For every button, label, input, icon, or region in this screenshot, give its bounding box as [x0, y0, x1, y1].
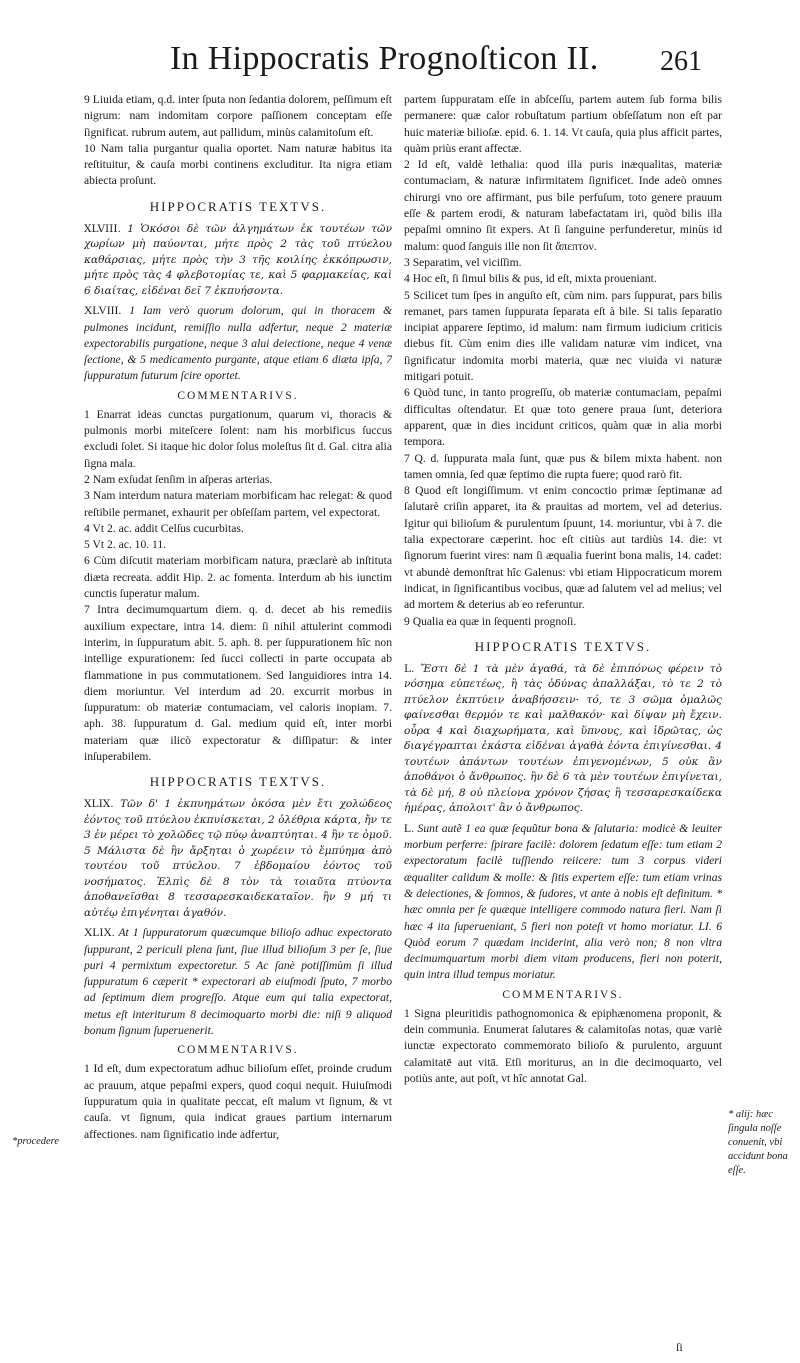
- commentary-note: 8 Quod eſt longiſſimum. vt enim concoctio primæ ſeptimanæ ad ſalutarè criſin apparet, ita & prauitas ad mortem, vel ad deterius. Igitur qui bilioſum & purulentum ſpuunt, 14. moriuntur, vbi à 7. die talia expectorare cæperint. hoc eſt citiùs aut tardiùs 14. die: vt ſignorum fuerint vires: nam ſi æqualia fuerint bona malis, 14. cadet: vt abundè demonſtrat hîc Galenus: vbi etiam Hippocraticum morem indicat, in ſignificantibus vocibus, quæ ad ſalutem vel ad melius; vel ad mortem & deterius ab eo referuntur.: [404, 484, 722, 612]
- text-number: L.: [404, 821, 414, 835]
- greek-text-block: [84, 797, 392, 921]
- commentary-note: 4 Vt 2. ac. addit Celſus cucurbitas.: [84, 521, 244, 535]
- commentary-note: 7 Q. d. ſuppurata mala ſunt, quæ pus & bilem mixta habent. non tamen omnia, ſed quæ ſeptimo die rupta fuere; quod rarò fit.: [404, 451, 722, 481]
- commentary-note: 2 Id eſt, valdè lethalia: quod illa puris inæqualitas, materiæ contumaciam, & naturæ infirmitatem ſignificet. Inde adeò omnes chirurgi vno ore affirmant, pus bile perfuſum, toto genere prauum eſſe & partem erodi, & naturam labefactatam iri, quòd bilis illa pepaſmi omnino ſit expers. At ſi ſanguine perfunderetur, minùs id malum: quod ſanguis ille non ſit ἄπεπτον.: [404, 158, 722, 253]
- commentary-heading: COMMENTARIVS.: [177, 389, 299, 402]
- greek-text: Τῶν δ' 1 ἐκπυημάτων ὁκόσα μὲν ἔτι χολώδεος ἐόντος τοῦ πτύελου ἐκπυίσκεται, 2 ὀλέθρια κάρτα, ἤν τε 3 ἐν μέρει τὸ χολῶδες τῷ πύῳ ἀναπτύηται. 4 ἢν τε ὁμοῦ. 5 Μάλιστα δὲ ἢν ἄρξηται ὁ χωρέειν τὸ ἔμπύημα ἀπὸ τουτέου τοῦ πτύελου. 7 ἑβδομαίου ἐόντος τοῦ νοσήματος. Ἐλπὶς δὲ 8 τὸν τὰ τοιαῦτα πτύοντα ἀποθανεῖσθαι 8 τεσσαρεσκαιδεκαταῖον. ἢν 9 μή τι αὐτέῳ ἐπιγένηται ἀγαθόν.: [84, 798, 392, 919]
- text-number: XLIX.: [84, 798, 114, 811]
- commentary-note: 1 Enarrat ideas cunctas purgationum, quarum vi, thoracis & pulmonis morbi miteſcere ſolent: nam his morbificus ſuccus excludi ſolet. Si itaque hic dolor ſolus moleſtus ſit d. Gal. citra alia ſigna mala.: [84, 407, 392, 470]
- page-title: In Hippocratis Prognoſticon II.: [170, 40, 599, 77]
- commentary-note: 3 Nam interdum natura materiam morbificam hac relegat: & quod reſtibile permanet, exhaurit per obſeſſam partem, vel expectorat.: [84, 489, 392, 519]
- left-column: [84, 92, 392, 1342]
- commentary-note: 1 Signa pleuritidis pathognomonica & epiphænomena proponit, & dein communia. Enumerat ſalutares & calamitoſas notas, quæ variè iunctæ expectorato commemorato bilioſo & purulento, arguunt calamitatē aut vitā. Etſi moriturus, an in die decimoquarto, vel potiùs ante, aut poſt, vt hîc annotat Gal.: [404, 1006, 722, 1085]
- greek-text: 1 Ὁκόσοι δὲ τῶν ἀλγημάτων ἐκ τουτέων τῶν χωρίων μὴ παύονται, μήτε πρὸς 2 τὰς τοῦ πτύελου καθάρσιας, μήτε πρὸς τὴν 3 τῆς κοιλίης ἐκκόπρωσιν, μήτε πρὸς τὰς 4 φλεβοτομίας τε, καὶ 5 φαρμακείας, καὶ 6 διαίτας, εἰδέναι δεῖ 7 ἐκπυήσοντα.: [84, 222, 392, 297]
- section-heading: HIPPOCRATIS TEXTVS.: [149, 774, 327, 790]
- commentary-note: 7 Intra decimumquartum diem. q. d. decet ab his remediis auxilium expectare, intra 14. diem: ſi nihil attulerint commodi interim, in ſuppuratum abit. 5. aph. 8. per ſuppurationem hîc non intellige expurationem: ſed ſucci collecti in parte occupata ab flammatione in pus commutationem. Sed languidiores intra 14. diem moriuntur. Vel interdum ad 20. excurrit morbus in ſuppuratum: ob materiæ contumaciam, vel caloris inopiam. 7. aph. 38. ſuppuratum d. Gal. medium quid eſt, inter morbi materiam quæ ilicò expectoratur & diſſipatur: & inter inſuperabilem.: [84, 603, 392, 763]
- commentary-note: 6 Cùm diſcutit materiam morbificam natura, præclarè ab inſtituta diæta recreata. addit Hip. 2. ac fomenta. Interdum ab his iunctim cunctis ſuperatur malum.: [84, 554, 392, 601]
- commentary-note: 10 Nam talia purgantur qualia oportet. Nam naturæ habitus ita reſtituitur, & cauſa morbi continens excluditur. Ita nigra etiam abiecta proſunt.: [84, 141, 392, 188]
- commentary-heading: COMMENTARIVS.: [177, 1044, 299, 1057]
- greek-text-block: [84, 222, 392, 300]
- text-number: L.: [404, 662, 415, 675]
- latin-text-block: [84, 303, 392, 384]
- commentary-note: partem ſuppuratam eſſe in abſceſſu, partem autem ſub forma bilis permanere: quæ calor robuſtatum partium obſeſſatum non eſt par huic materiæ bilioſæ. epid. 6. 1. 14. Vt cauſa, quia plus afficit partes, quàm priùs erant affectæ.: [404, 93, 722, 155]
- text-number: XLVIII.: [84, 304, 122, 318]
- latin-text: At 1 ſuppuratorum quæcumque bilioſo adhuc expectorato ſuppurant, 2 periculi plena ſunt, ſiue illud bilioſum 3 per ſe, ſiue puri 4 permixtum expectoretur. 5 Ac ſanè potiſſimùm ſi illud ſuppuratum 6 cæperit * expectorari ab eiuſmodi ſputo, 7 morbo ad ſeptimum diem progreſſo. Atque eum qui talia expectorat, metus eſt interiturum 8 decimoquarto morbi die: niſi 9 aliquod bonum ſignum ſuperuenerit.: [84, 926, 392, 1038]
- commentary-heading: COMMENTARIVS.: [502, 988, 624, 1001]
- margin-note-left: *procedere: [12, 1136, 60, 1147]
- latin-text-block: [84, 925, 392, 1039]
- commentary-note: 2 Nam exſudat ſenſim in aſperas arterias.: [84, 472, 273, 486]
- section-heading: HIPPOCRATIS TEXTVS.: [474, 638, 652, 654]
- commentary-note: 9 Qualia ea quæ in ſequenti prognoſi.: [404, 614, 577, 628]
- page-number: 261: [660, 46, 702, 77]
- margin-note-right: * alij: hæc ſingula noſſe conuenit, vbi accidunt bona eſſe.: [728, 1109, 788, 1176]
- catchword: ſi: [676, 1340, 683, 1354]
- commentary-note: 5 Vt 2. ac. 10. 11.: [84, 538, 167, 552]
- commentary-note: 9 Liuida etiam, q.d. inter ſputa non ſedantia dolorem, peſſimum eſt nigrum: nam indomitam corpore paſſionem conceptam eſſe ſignificat. rubrum autem, aut pallidum, minùs calamitoſum eſt.: [84, 93, 392, 139]
- latin-text: Sunt autẽ 1 ea quæ ſequũtur bona & ſalutaria: modicè & leuiter morbum perferre: ſpirare facilè: dolorem ſedatum eſſe: tum etiam 2 expectoratum facilè tuſſiendo reiicere: tum 3 corpus videri æqualiter calidum & molle: & ſitis expertem eſſe: tum etiam vrinas & deiectiones, & ſomnos, & ſudores, vt ante à nobis eſt definitum. * hæc omnia per ſe quæque intelligere commodo natura fieri. Nam ſi hæc 4 ita ſuperueniant, 5 fieri non poteſt vt homo moriatur. LI. 6 Quòd eorum 7 quædam inciderint, alia verò non; 8 non vltra decimumquartum morbi diem vitam producens, fieri non poterit, quin intra illud tempus moriatur.: [404, 821, 722, 982]
- commentary-note: 5 Scilicet tum ſpes in anguſto eſt, cùm nim. pars ſuppurat, pars bilis remanet, pars tamen ſuppurata ſeparata eſt à bile. Si talis ſeparatio incipiat apparere ſeptimo, id malum: nam firmum iudicium criticis diebus fit. Cùm enim dies ille validam naturæ vim indicet, vna ſignificatur indomita morbi materia, quæ nec viuida vi naturæ mitigari potuit.: [404, 288, 722, 384]
- greek-text: Ἔστι δὲ 1 τὰ μὲν ἀγαθά, τὰ δὲ ἐπιπόνως φέρειν τὸ νόσημα εὐπετέως, ἢ τὰς ὀδύνας ἀπαλλάξαι, τὸ τε 2 τὸ πτύελον ἐκπτύειν ἀναβήσσειν· τό, τε 3 σῶμα ὁμαλῶς φαίνεσθαι θερμόν τε καὶ μαλθακόν· καὶ δίψαν μὴ ἔχειν. οὖρα 4 καὶ διαχωρήματα, καὶ ὕπνους, καὶ ἱδρῶτας, ὡς διαγέγραπται ἐκάστα εἰδέναι ἀγαθὰ ἐόντα ἐπιγίνεσθαι. 4 τουτέων ἀπάντων τουτέων ἐπιγενομένων, 5 οὐκ ἂν ἀποθάνοι ὁ ἄνθρωπος. ἢν δὲ 6 τὰ μὲν τουτέων ἐπιγίνεται, τὰ δὲ μή, 8 οὐ πλείονα χρόνον ζήσας ἢ τεσσαρεσκαίδεκα ἡμέρας, ἀπολοιτ' ἂν ὁ ἄνθρωπος.: [404, 662, 722, 815]
- section-heading: HIPPOCRATIS TEXTVS.: [149, 198, 327, 214]
- commentary-note: 6 Quòd tunc, in tanto progreſſu, ob materiæ contumaciam, pepaſmi difficultas oſtendatur. Et quæ toto genere praua ſunt, deteriora apparent, quæ in dies incidunt criticos, quàm quæ in alia morbi tempora.: [404, 386, 722, 449]
- commentary-note: 3 Separatim, vel viciſſim.: [404, 255, 522, 269]
- right-column: [404, 92, 722, 1342]
- latin-text: 1 Iam verò quorum dolorum, qui in thoracem & pulmones incidunt, remiſſio nulla adfertur, neque 2 materiæ expectorabilis purgatione, neque 3 alui deiectione, neque 4 venæ ſectione, & 5 medicamento purgante, atque etiam 6 diæta ipſa, 7 ſuppuratum futurum ſcire oportet.: [84, 304, 392, 383]
- greek-text-block: [404, 662, 722, 817]
- commentary-note: 4 Hoc eſt, ſi ſimul bilis & pus, id eſt, mixta proueniant.: [404, 272, 657, 286]
- latin-text-block: [404, 821, 722, 984]
- running-header: [0, 40, 800, 90]
- commentary-note: 1 Id eſt, dum expectoratum adhuc bilioſum eſſet, proinde crudum ac prauum, atque pepaſmi expers, quod coqui nequit. Huiuſmodi ſuppuratum quia in qualitate peccat, eſt malum vt ſignum, & vt cauſa. vt ſignum, quia indicat graues partium internarum affectiones. nam ſignificatio inde adfertur,: [84, 1062, 392, 1141]
- text-number: XLIX.: [84, 926, 115, 940]
- text-number: XLVIII.: [84, 222, 121, 235]
